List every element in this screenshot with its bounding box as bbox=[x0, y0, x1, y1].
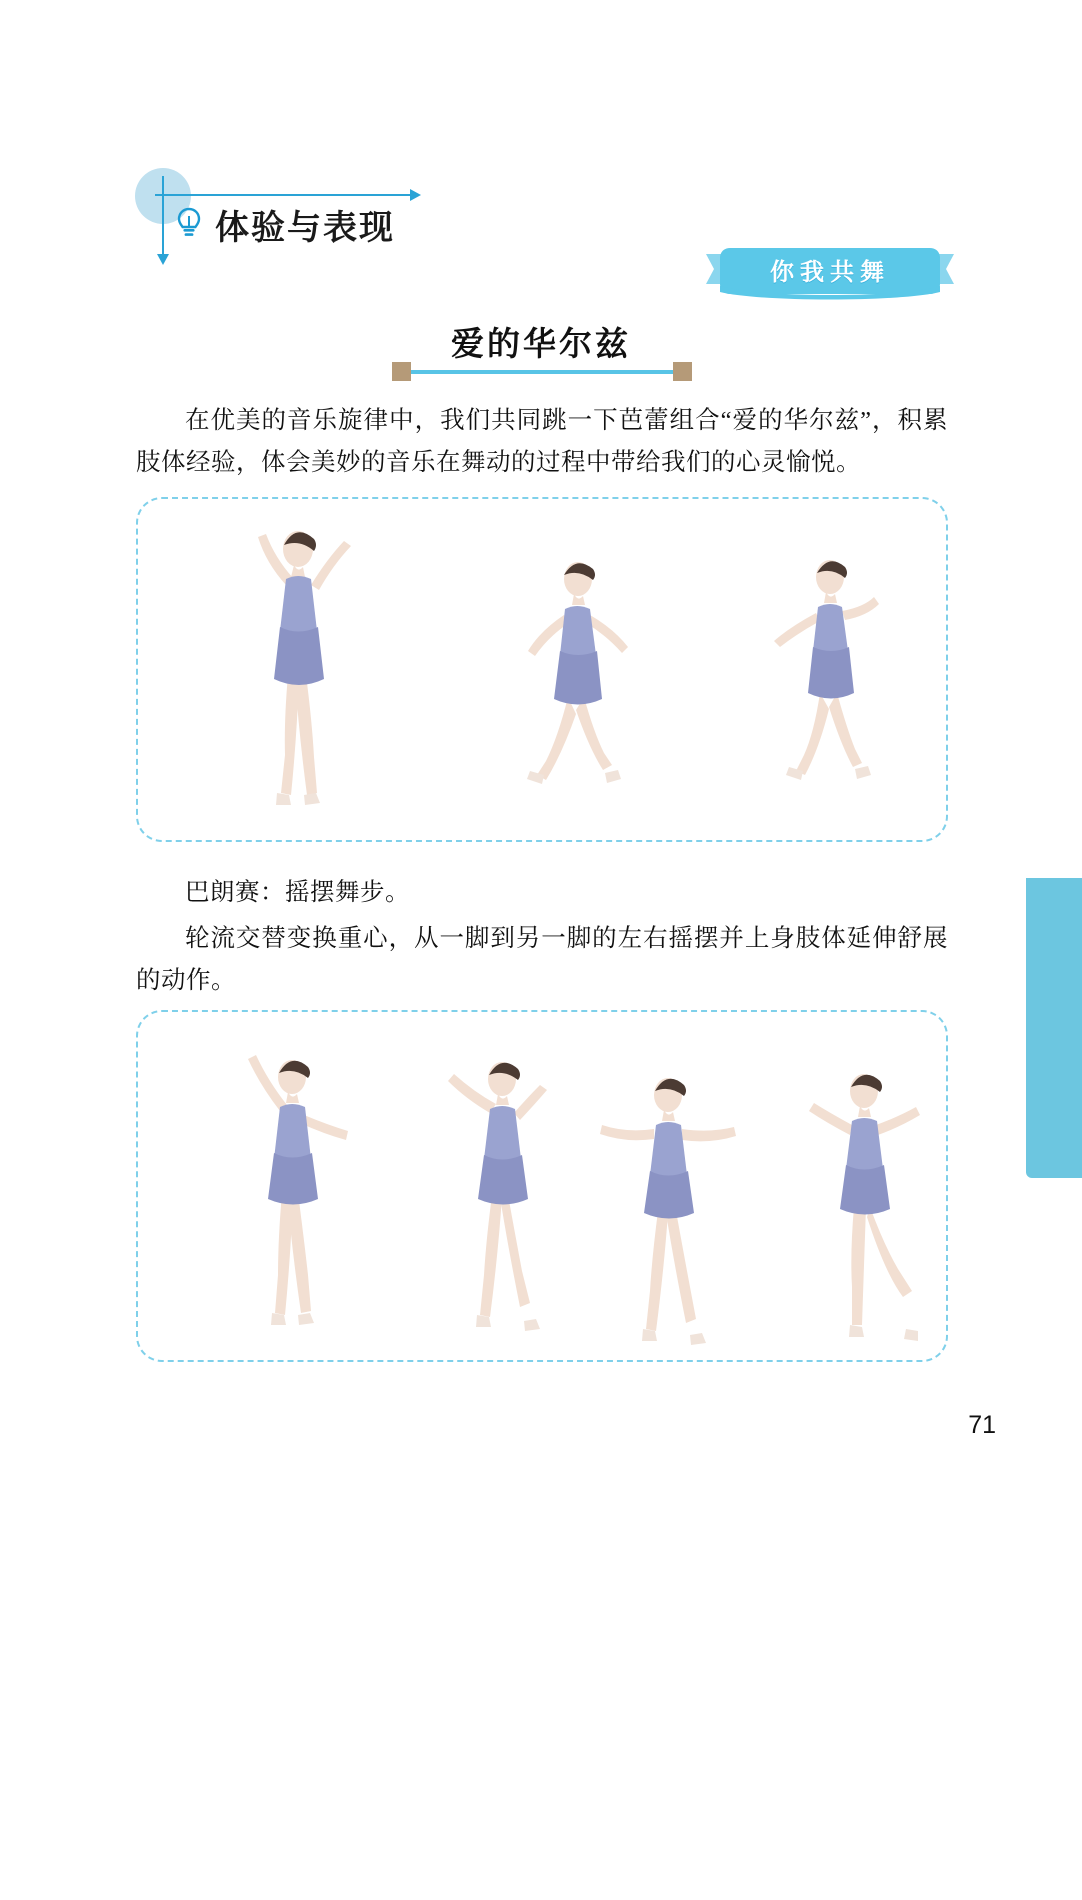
title-underline-rule bbox=[396, 370, 688, 374]
side-tab-unit-title: 经典回望 bbox=[839, 1868, 938, 1890]
dancer-figure bbox=[188, 1023, 388, 1348]
heading-horizontal-arrow bbox=[155, 194, 410, 196]
rule-cap-left bbox=[392, 362, 411, 381]
heading-vertical-arrow bbox=[162, 176, 164, 254]
section-heading bbox=[135, 168, 555, 258]
intro-paragraph: 在优美的音乐旋律中，我们共同跳一下芭蕾组合“爱的华尔兹”，积累肢体经验，体会美妙的音乐在舞动的过程中带给我们的心灵愉悦。 bbox=[136, 407, 948, 476]
rule-cap-right bbox=[673, 362, 692, 381]
side-tab-unit-prefix: 第 bbox=[1047, 1868, 1068, 1890]
dancer-figure bbox=[198, 507, 398, 832]
figure-group-1 bbox=[136, 497, 948, 842]
figure-group-2 bbox=[136, 1010, 948, 1362]
ribbon-label: 你我共舞 bbox=[770, 259, 890, 286]
side-tab-unit-suffix: 单元 bbox=[969, 1868, 1016, 1890]
dancer-figure bbox=[478, 545, 668, 830]
dancer-figure bbox=[568, 1049, 768, 1354]
dancer-figure bbox=[738, 545, 918, 830]
dancer-figure bbox=[398, 1027, 588, 1352]
term-paragraph: 巴朗赛：摇摆舞步。 bbox=[185, 879, 410, 906]
description-paragraph: 轮流交替变换重心，从一脚到另一脚的左右摇摆并上身肢体延伸舒展的动作。 bbox=[136, 925, 948, 994]
dancer-figure bbox=[758, 1047, 958, 1352]
side-tab-text bbox=[839, 1868, 1070, 1900]
section-heading-text: 体验与表现 bbox=[215, 209, 395, 247]
page-title: 爱的华尔兹 bbox=[451, 325, 631, 362]
ribbon-banner bbox=[700, 240, 960, 302]
page-number: 71 bbox=[968, 1411, 996, 1439]
lightbulb-icon bbox=[174, 206, 204, 240]
side-tab-unit-number: 四 bbox=[1018, 1871, 1044, 1897]
